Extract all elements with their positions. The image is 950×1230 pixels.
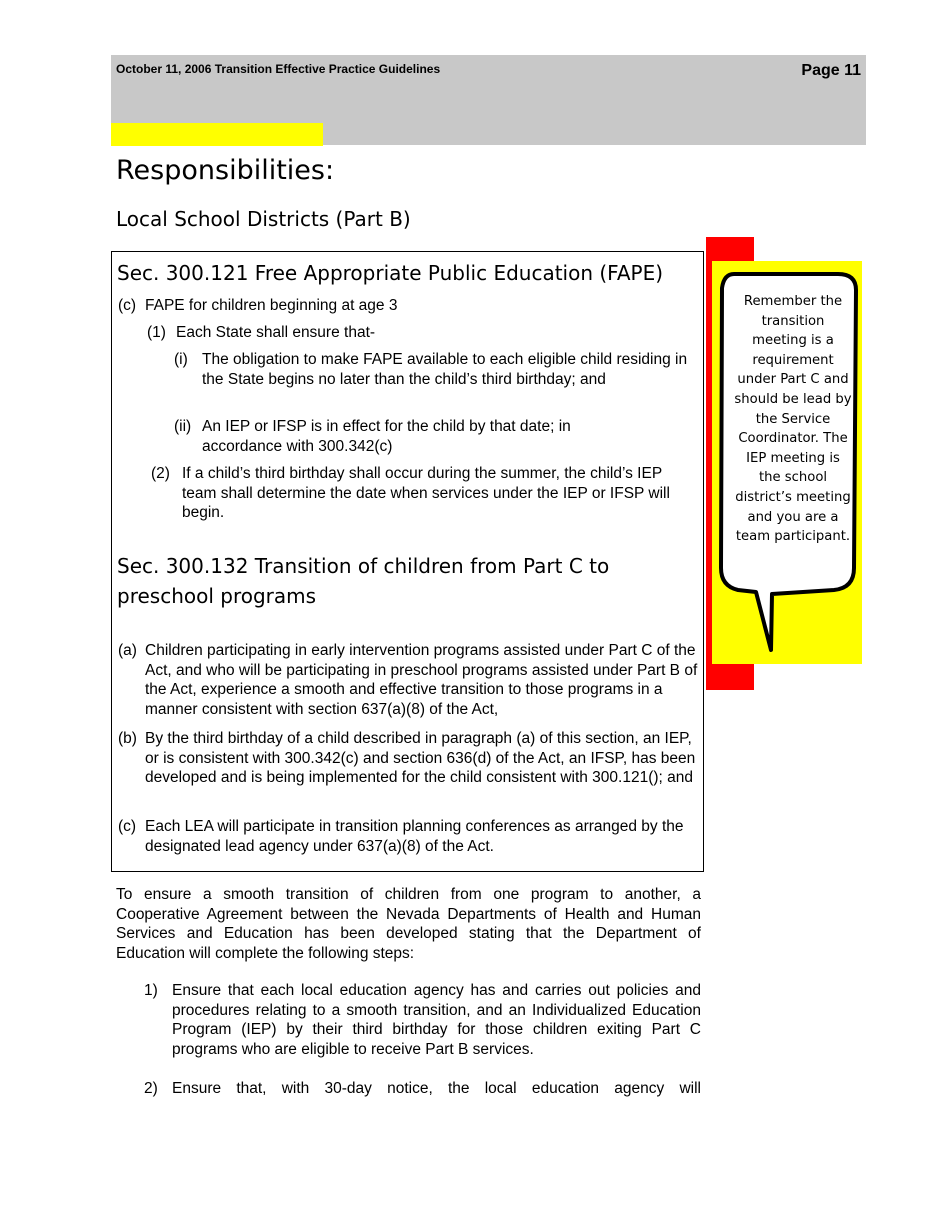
sec121-item-2 <box>151 464 691 523</box>
section-300-132-title: Sec. 300.132 Transition of children from Part C to preschool programs <box>117 554 610 608</box>
sec121-item-i <box>174 350 700 389</box>
step-item <box>144 1079 701 1099</box>
item-label: (1) <box>147 324 166 341</box>
sec121-item-ii <box>174 417 654 456</box>
item-text: Children participating in early intervention programs assisted under Part C of the Act, and who will be participating in preschool programs assisted under Part B of the Act, experience a smooth and effective transition to those programs in a manner consistent with section 637(a)(8) of the Act, <box>145 642 698 718</box>
header-yellow-accent <box>111 123 323 146</box>
item-label: (i) <box>174 351 188 368</box>
item-text: Each LEA will participate in transition planning conferences as arranged by the designated lead agency under 637(a)(8) of the Act. <box>145 818 684 855</box>
item-text: An IEP or IFSP is in effect for the child by that date; in accordance with 300.342(c) <box>202 418 571 455</box>
item-label: (b) <box>118 730 137 747</box>
item-text: FAPE for children beginning at age 3 <box>145 297 398 314</box>
page-number: Page 11 <box>801 62 861 79</box>
step-number: 2) <box>144 1080 158 1097</box>
item-text: If a child’s third birthday shall occur during the summer, the child’s IEP team shall determine the date when services under the IEP or IFSP will begin. <box>182 465 670 521</box>
section-300-121-title: Sec. 300.121 Free Appropriate Public Education (FAPE) <box>117 261 664 285</box>
intro-paragraph: To ensure a smooth transition of children from one program to another, a Cooperative Agreement between the Nevada Departments of Health and Human Services and Education has been developed stating that the Department of Education will complete the following steps: <box>116 886 701 962</box>
page-title: Responsibilities: <box>116 155 335 186</box>
item-label: (2) <box>151 465 170 482</box>
header-document-title: October 11, 2006 Transition Effective Practice Guidelines <box>116 62 441 76</box>
callout-text: Remember the transition meeting is a requirement under Part C and should be lead by the Service Coordinator. The IEP meeting is the school district’s meeting and you are a team participant. <box>734 294 852 545</box>
item-text: Each State shall ensure that- <box>176 324 376 341</box>
sec121-item-c <box>118 296 698 316</box>
item-text: The obligation to make FAPE available to each eligible child residing in the State begins no later than the child’s third birthday; and <box>202 351 688 388</box>
sec121-item-1 <box>147 323 697 343</box>
sec132-item-b <box>118 729 700 788</box>
page-subtitle: Local School Districts (Part B) <box>116 207 411 231</box>
item-label: (a) <box>118 642 137 659</box>
sec132-item-c <box>118 817 700 856</box>
item-label: (ii) <box>174 418 192 435</box>
step-item <box>144 981 701 1059</box>
step-text: Ensure that, with 30-day notice, the local education agency will <box>172 1080 701 1097</box>
step-text: Ensure that each local education agency has and carries out policies and procedures relating to a smooth transition, and an Individualized Education Program (IEP) by their third birthday for those children exiting Part C programs who are eligible to receive Part B services. <box>172 982 701 1058</box>
item-label: (c) <box>118 297 137 314</box>
item-text: By the third birthday of a child described in paragraph (a) of this section, an IEP, or is consistent with 300.342(c) and section 636(d) of the Act, an IFSP, has been developed and is being implemented for the child consistent with 300.121(); and <box>145 730 696 786</box>
sec132-item-a <box>118 641 700 719</box>
item-label: (c) <box>118 818 137 835</box>
step-number: 1) <box>144 982 158 999</box>
